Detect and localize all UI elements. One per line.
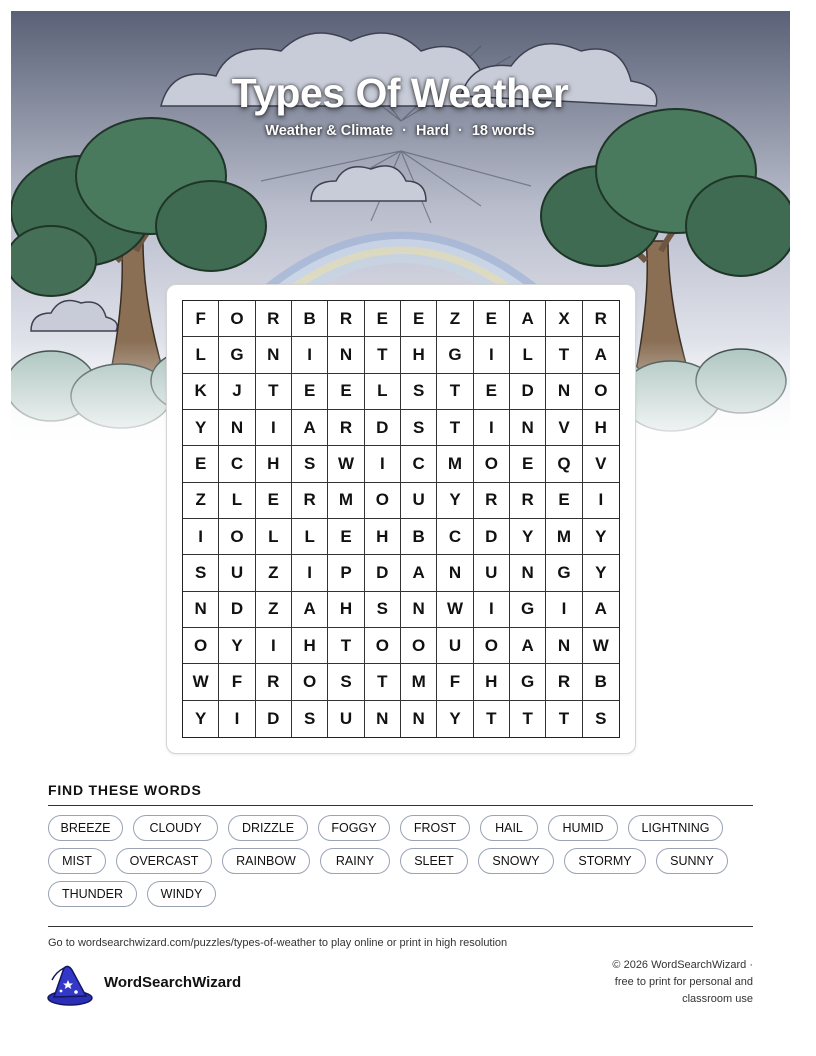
copyright-line: © 2026 WordSearchWizard · (612, 959, 753, 971)
grid-cell[interactable]: Y (583, 519, 619, 555)
grid-cell[interactable]: R (292, 483, 328, 519)
grid-cell[interactable]: W (183, 664, 219, 700)
grid-cell[interactable]: D (474, 519, 510, 555)
word-chip[interactable]: HAIL (480, 815, 538, 841)
word-count-label: 18 words (471, 123, 535, 139)
category-label: Weather & Climate (265, 123, 394, 139)
grid-cell[interactable]: M (328, 483, 364, 519)
grid-cell[interactable]: M (401, 664, 437, 700)
grid-cell[interactable]: N (510, 410, 546, 446)
grid-cell[interactable]: Y (183, 701, 219, 737)
grid-cell[interactable]: H (401, 337, 437, 373)
grid-cell[interactable]: A (583, 337, 619, 373)
grid-cell[interactable]: N (546, 628, 582, 664)
grid-cell[interactable]: B (292, 301, 328, 337)
grid-cell[interactable]: H (328, 592, 364, 628)
grid-cell[interactable]: I (583, 483, 619, 519)
footer-link[interactable]: Go to wordsearchwizard.com/puzzles/types-of-weather to play online or print in high resolution (48, 937, 508, 949)
grid-cell[interactable]: G (437, 337, 473, 373)
grid-cell[interactable]: D (365, 410, 401, 446)
grid-cell[interactable]: F (437, 664, 473, 700)
grid-cell[interactable]: Y (437, 701, 473, 737)
grid-cell[interactable]: A (583, 592, 619, 628)
grid-cell[interactable]: D (256, 701, 292, 737)
word-chip[interactable]: LIGHTNING (628, 815, 723, 841)
difficulty-label: Hard (415, 123, 450, 139)
grid-cell[interactable]: O (401, 628, 437, 664)
grid-cell[interactable]: W (437, 592, 473, 628)
grid-cell[interactable]: O (219, 519, 255, 555)
grid-cell[interactable]: N (365, 701, 401, 737)
word-chip[interactable]: RAINBOW (222, 848, 310, 874)
word-list (48, 815, 753, 914)
grid-cell[interactable]: I (292, 337, 328, 373)
copyright-line: classroom use (682, 993, 753, 1005)
grid-cell[interactable]: N (510, 555, 546, 591)
grid-cell[interactable]: H (292, 628, 328, 664)
word-chip[interactable]: SNOWY (478, 848, 554, 874)
grid-cell[interactable]: Z (256, 555, 292, 591)
brand-name: WordSearchWizard (104, 974, 242, 991)
grid-cell[interactable]: N (219, 410, 255, 446)
grid-cell[interactable]: T (510, 701, 546, 737)
grid-cell[interactable]: A (401, 555, 437, 591)
grid-cell[interactable]: W (583, 628, 619, 664)
grid-cell[interactable]: I (474, 592, 510, 628)
grid-cell[interactable]: I (183, 519, 219, 555)
grid-cell[interactable]: F (219, 664, 255, 700)
grid-cell[interactable]: M (546, 519, 582, 555)
grid-cell[interactable]: N (183, 592, 219, 628)
wizard-hat-logo-icon (46, 964, 94, 1006)
grid-cell[interactable]: E (183, 446, 219, 482)
word-chip[interactable]: FOGGY (318, 815, 390, 841)
grid-cell[interactable]: Y (583, 555, 619, 591)
grid-cell[interactable]: I (219, 701, 255, 737)
grid-cell[interactable]: N (401, 592, 437, 628)
grid-cell[interactable]: I (256, 410, 292, 446)
grid-cell[interactable]: D (365, 555, 401, 591)
grid-cell[interactable]: O (474, 446, 510, 482)
grid-cell[interactable]: M (437, 446, 473, 482)
grid-cell[interactable]: E (328, 519, 364, 555)
letter-grid[interactable] (182, 300, 620, 738)
word-chip[interactable]: CLOUDY (133, 815, 218, 841)
grid-cell[interactable]: T (437, 374, 473, 410)
word-chip[interactable]: HUMID (548, 815, 618, 841)
grid-cell[interactable]: S (365, 592, 401, 628)
word-chip[interactable]: MIST (48, 848, 106, 874)
divider (48, 926, 753, 927)
grid-cell[interactable]: A (292, 592, 328, 628)
grid-cell[interactable]: S (292, 701, 328, 737)
grid-cell[interactable]: O (474, 628, 510, 664)
grid-cell[interactable]: E (292, 374, 328, 410)
grid-cell[interactable]: P (328, 555, 364, 591)
grid-cell[interactable]: N (437, 555, 473, 591)
copyright-line: free to print for personal and (614, 976, 753, 988)
grid-cell[interactable]: O (583, 374, 619, 410)
grid-cell[interactable]: G (546, 555, 582, 591)
grid-cell[interactable]: I (292, 555, 328, 591)
grid-cell[interactable]: F (183, 301, 219, 337)
grid-cell[interactable]: T (365, 664, 401, 700)
grid-cell[interactable]: I (474, 410, 510, 446)
word-row (48, 848, 753, 876)
grid-cell[interactable]: E (365, 301, 401, 337)
puzzle-title: Types Of Weather (231, 70, 569, 116)
grid-cell[interactable]: R (510, 483, 546, 519)
grid-cell[interactable]: K (183, 374, 219, 410)
grid-cell[interactable]: E (256, 483, 292, 519)
grid-cell[interactable]: A (292, 410, 328, 446)
grid-cell[interactable]: E (546, 483, 582, 519)
puzzle-card (166, 284, 636, 754)
grid-cell[interactable]: L (510, 337, 546, 373)
grid-cell[interactable]: S (292, 446, 328, 482)
grid-cell[interactable]: C (401, 446, 437, 482)
grid-cell[interactable]: U (437, 628, 473, 664)
grid-cell[interactable]: H (365, 519, 401, 555)
grid-cell[interactable]: R (474, 483, 510, 519)
grid-cell[interactable]: V (546, 410, 582, 446)
grid-cell[interactable]: Y (437, 483, 473, 519)
word-list-heading: FIND THESE WORDS (48, 782, 202, 798)
grid-cell[interactable]: S (183, 555, 219, 591)
grid-cell[interactable]: T (328, 628, 364, 664)
grid-cell[interactable]: A (510, 301, 546, 337)
grid-cell[interactable]: I (365, 446, 401, 482)
word-row (48, 815, 753, 843)
puzzle-subtitle (0, 123, 800, 139)
grid-cell[interactable]: Y (219, 628, 255, 664)
grid-cell[interactable]: B (583, 664, 619, 700)
word-chip[interactable]: STORMY (564, 848, 646, 874)
grid-cell[interactable]: T (546, 701, 582, 737)
grid-cell[interactable]: I (474, 337, 510, 373)
grid-cell[interactable]: U (328, 701, 364, 737)
separator: · (402, 123, 407, 139)
grid-cell[interactable]: D (219, 592, 255, 628)
grid-cell[interactable]: U (401, 483, 437, 519)
grid-cell[interactable]: C (219, 446, 255, 482)
grid-cell[interactable]: Z (437, 301, 473, 337)
grid-cell[interactable]: L (292, 519, 328, 555)
grid-cell[interactable]: D (510, 374, 546, 410)
word-row (48, 881, 753, 909)
grid-cell[interactable]: R (546, 664, 582, 700)
word-chip[interactable]: DRIZZLE (228, 815, 308, 841)
grid-cell[interactable]: L (365, 374, 401, 410)
grid-cell[interactable]: U (474, 555, 510, 591)
grid-cell[interactable]: T (365, 337, 401, 373)
grid-cell[interactable]: N (546, 374, 582, 410)
grid-cell[interactable]: S (401, 374, 437, 410)
grid-cell[interactable]: I (256, 628, 292, 664)
grid-cell[interactable]: T (256, 374, 292, 410)
grid-cell[interactable]: E (328, 374, 364, 410)
grid-cell[interactable]: S (401, 410, 437, 446)
grid-cell[interactable]: E (474, 301, 510, 337)
word-chip[interactable]: THUNDER (48, 881, 137, 907)
word-chip[interactable]: SUNNY (656, 848, 728, 874)
grid-cell[interactable]: R (328, 301, 364, 337)
word-chip[interactable]: OVERCAST (116, 848, 212, 874)
grid-cell[interactable]: I (546, 592, 582, 628)
grid-cell[interactable]: Z (256, 592, 292, 628)
grid-cell[interactable]: C (437, 519, 473, 555)
grid-cell[interactable]: L (183, 337, 219, 373)
word-chip[interactable]: BREEZE (48, 815, 123, 841)
grid-cell[interactable]: Y (510, 519, 546, 555)
grid-cell[interactable]: T (437, 410, 473, 446)
grid-cell[interactable]: E (510, 446, 546, 482)
grid-cell[interactable]: R (256, 301, 292, 337)
grid-cell[interactable]: S (595, 708, 607, 728)
grid-cell[interactable]: A (510, 628, 546, 664)
grid-cell[interactable]: W (328, 446, 364, 482)
separator: · (458, 123, 463, 139)
grid-cell[interactable]: G (510, 664, 546, 700)
grid-cell[interactable]: B (401, 519, 437, 555)
grid-cell[interactable]: N (256, 337, 292, 373)
word-chip[interactable]: FROST (400, 815, 470, 841)
grid-cell[interactable]: Z (183, 483, 219, 519)
grid-cell[interactable]: O (292, 664, 328, 700)
grid-cell[interactable]: E (401, 301, 437, 337)
copyright-notice (553, 957, 753, 1008)
grid-cell[interactable]: Y (183, 410, 219, 446)
grid-cell[interactable]: S (328, 664, 364, 700)
grid-cell[interactable]: G (219, 337, 255, 373)
grid-cell[interactable]: R (256, 664, 292, 700)
grid-cell[interactable]: O (183, 628, 219, 664)
grid-cell[interactable]: O (219, 301, 255, 337)
divider (48, 805, 753, 806)
word-chip[interactable]: RAINY (320, 848, 390, 874)
word-chip[interactable]: SLEET (400, 848, 468, 874)
grid-cell[interactable]: E (474, 374, 510, 410)
grid-cell[interactable]: T (546, 337, 582, 373)
grid-cell[interactable]: O (365, 628, 401, 664)
grid-cell[interactable]: V (583, 446, 619, 482)
grid-cell[interactable]: H (474, 664, 510, 700)
grid-cell[interactable]: J (219, 374, 255, 410)
grid-cell[interactable]: X (546, 301, 582, 337)
grid-cell[interactable]: N (328, 337, 364, 373)
grid-cell[interactable]: Q (546, 446, 582, 482)
grid-cell[interactable]: N (401, 701, 437, 737)
grid-cell[interactable]: O (365, 483, 401, 519)
grid-cell[interactable]: U (219, 555, 255, 591)
grid-cell[interactable]: R (583, 301, 619, 337)
word-chip[interactable]: WINDY (147, 881, 216, 907)
grid-cell[interactable]: L (256, 519, 292, 555)
grid-cell[interactable]: H (256, 446, 292, 482)
grid-cell[interactable]: T (474, 701, 510, 737)
grid-cell[interactable]: L (219, 483, 255, 519)
grid-cell[interactable]: G (510, 592, 546, 628)
grid-cell[interactable]: R (328, 410, 364, 446)
grid-cell[interactable]: H (583, 410, 619, 446)
